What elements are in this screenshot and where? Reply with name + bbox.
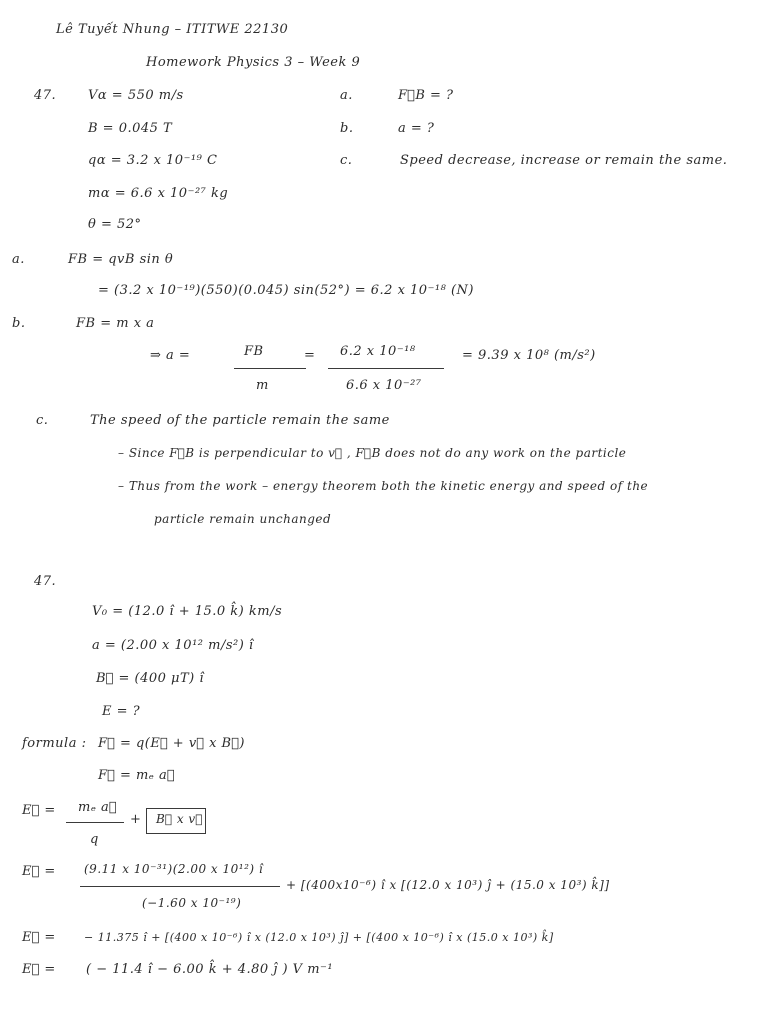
equation-plus: + [130,812,142,827]
given-acceleration: a = (2.00 x 10¹² m/s²) î [92,638,254,653]
ask-label-a: a. [340,88,353,103]
part-a-formula: FB = qvB sin θ [68,252,174,267]
given-velocity: V₀ = (12.0 î + 15.0 k̂) km/s [92,604,283,619]
given-velocity: Vα = 550 m/s [88,88,184,103]
equation-numerator: (9.11 x 10⁻³¹)(2.00 x 10¹²) î [84,862,264,876]
part-c-bullet-2: – Thus from the work – energy theorem both the kinetic energy and speed of the [118,479,649,493]
formula-lorentz: F⃗ = q(E⃗ + v⃗ x B⃗) [98,736,245,751]
equation-lhs: E⃗ = [22,803,56,818]
part-b-frac1-denominator: m [256,378,269,393]
document-title: Homework Physics 3 – Week 9 [146,55,361,70]
fraction-bar [328,368,444,369]
ask-text-b: a = ? [398,121,435,136]
part-c-statement: The speed of the particle remain the same [90,413,390,428]
part-b-formula: FB = m x a [76,316,155,331]
given-charge: qα = 3.2 x 10⁻¹⁹ C [88,153,218,168]
ask-label-c: c. [340,153,353,168]
part-b-result: = 9.39 x 10⁸ (m/s²) [462,348,596,363]
given-angle: θ = 52° [88,217,142,232]
equation-denominator: (−1.60 x 10⁻¹⁹) [142,896,242,910]
equation-numerator: mₑ a⃗ [78,800,118,815]
fraction-bar [80,886,280,887]
ask-text-a: F⃗B = ? [398,88,454,103]
part-b-equals: = [304,348,316,363]
equation-remainder: + [(400x10⁻⁶) î x [(12.0 x 10³) ĵ + (15.0 x 10³) k̂]] [286,878,610,892]
part-a-calculation: = (3.2 x 10⁻¹⁹)(550)(0.045) sin(52°) = 6.2 x 10⁻¹⁸ (N) [98,283,475,298]
equation-lhs: E⃗ = [22,962,56,977]
problem-number: 47. [34,574,57,589]
part-c-bullet-1: – Since F⃗B is perpendicular to v⃗ , F⃗B does not do any work on the particle [118,446,627,460]
part-b-arrow: ⇒ a = [150,348,191,363]
equation-lhs: E⃗ = [22,864,56,879]
fraction-bar [66,822,124,823]
part-b-label: b. [12,316,26,331]
given-field: B⃗ = (400 μT) î [96,671,205,686]
fraction-bar [234,368,306,369]
formula-newton: F⃗ = mₑ a⃗ [98,768,176,783]
part-a-label: a. [12,252,25,267]
part-b-frac1-numerator: FB [244,344,264,359]
final-answer: ( − 11.4 î − 6.00 k̂ + 4.80 ĵ ) V m⁻¹ [86,962,334,977]
author-line: Lê Tuyết Nhung – ITITWE 22130 [56,22,289,37]
cross-product: B⃗ x v⃗ [156,812,203,826]
ask-label-b: b. [340,121,354,136]
part-b-frac2-denominator: 6.6 x 10⁻²⁷ [346,378,422,393]
part-c-label: c. [36,413,49,428]
given-mass: mα = 6.6 x 10⁻²⁷ kg [88,186,229,201]
equation-denominator: q [90,832,99,847]
problem-number: 47. [34,88,57,103]
asked-field: E = ? [102,704,141,719]
part-c-bullet-3: particle remain unchanged [154,512,332,526]
given-field: B = 0.045 T [88,121,173,136]
formula-label: formula : [22,736,87,751]
equation-lhs: E⃗ = [22,930,56,945]
part-b-frac2-numerator: 6.2 x 10⁻¹⁸ [340,344,416,359]
ask-text-c: Speed decrease, increase or remain the same. [400,153,728,168]
equation-remainder: − 11.375 î + [(400 x 10⁻⁶) î x (12.0 x 10³) ĵ] + [(400 x 10⁻⁶) î x (15.0 x 10³) k̂] [84,931,554,944]
